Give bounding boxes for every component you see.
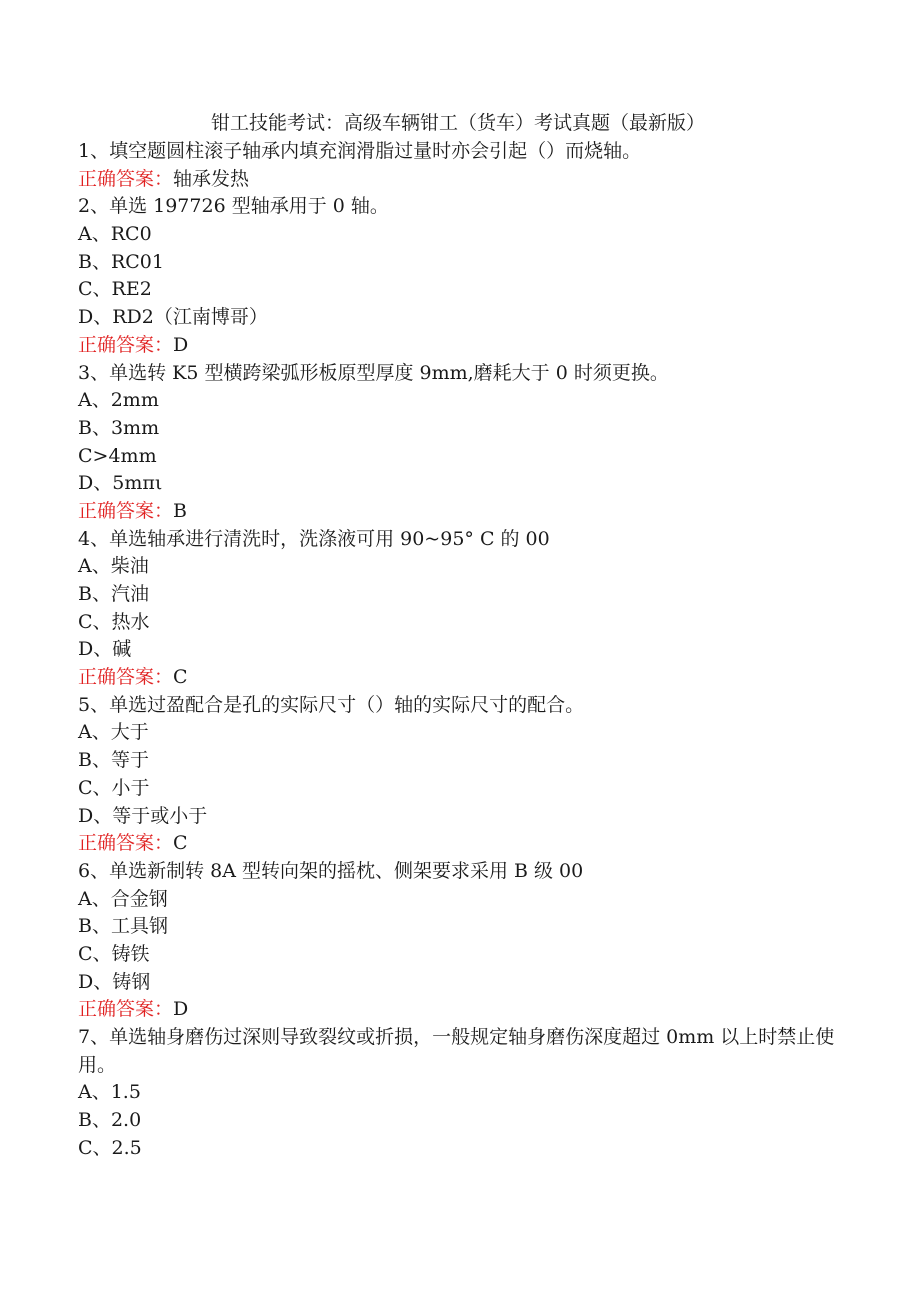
question-2: 2、单选 197726 型轴承用于 0 轴。	[78, 195, 389, 218]
option-6a: A、合金钢	[78, 887, 168, 910]
answer-value: C	[173, 832, 188, 855]
answer-label: 正确答案：	[78, 998, 174, 1021]
question-5: 5、单选过盈配合是孔的实际尺寸（）轴的实际尺寸的配合。	[78, 693, 585, 716]
answer-3	[78, 498, 848, 526]
option-2b: B、RC01	[78, 250, 164, 273]
option-5d: D、等于或小于	[78, 804, 208, 827]
answer-4	[78, 664, 848, 692]
answer-value: B	[173, 499, 187, 522]
answer-6	[78, 996, 848, 1024]
option-6d: D、铸钢	[78, 970, 151, 993]
answer-2	[78, 332, 848, 360]
option-5a: A、大于	[78, 721, 149, 744]
answer-value: D	[173, 998, 189, 1021]
option-4a: A、柴油	[78, 555, 149, 578]
question-1: 1、填空题圆柱滚子轴承内填充润滑脂过量时亦会引起（）而烧轴。	[78, 140, 642, 162]
answer-value: 轴承发热	[173, 167, 250, 190]
answer-label: 正确答案：	[78, 333, 174, 356]
answer-label: 正确答案：	[78, 499, 174, 522]
option-3a: A、2mm	[78, 389, 159, 412]
option-4d: D、碱	[78, 638, 132, 661]
answer-label: 正确答案：	[78, 167, 174, 190]
option-7c: C、2.5	[78, 1136, 142, 1159]
option-3d: D、5mπι	[78, 472, 163, 495]
option-3b: B、3mm	[78, 416, 160, 439]
option-7b: B、2.0	[78, 1109, 142, 1132]
option-4b: B、汽油	[78, 583, 149, 605]
answer-value: C	[173, 666, 188, 689]
option-6b: B、工具钢	[78, 915, 168, 938]
question-4: 4、单选轴承进行清洗时，洗涤液可用 90~95° C 的 00	[78, 527, 550, 550]
option-3c: C>4mm	[78, 444, 157, 467]
option-4c: C、热水	[78, 610, 150, 633]
question-7: 7、单选轴身磨伤过深则导致裂纹或折损，一般规定轴身磨伤深度超过 0mm 以上时禁止使用。	[78, 1026, 835, 1076]
answer-5	[78, 830, 848, 858]
answer-label: 正确答案：	[78, 666, 174, 689]
option-5c: C、小于	[78, 776, 150, 799]
document-page	[78, 108, 848, 1162]
answer-value: D	[173, 333, 189, 356]
question-3: 3、单选转 K5 型横跨梁弧形板原型厚度 9mm,磨耗大于 0 时须更换。	[78, 361, 669, 384]
option-2a: A、RC0	[78, 223, 152, 246]
option-6c: C、铸铁	[78, 942, 150, 965]
question-6: 6、单选新制转 8A 型转向架的摇枕、侧架要求采用 B 级 00	[78, 859, 584, 882]
option-2c: C、RE2	[78, 278, 152, 301]
document-title: 钳工技能考试：高级车辆钳工（货车）考试真题（最新版）	[210, 112, 705, 134]
option-5b: B、等于	[78, 749, 149, 772]
option-2d: D、RD2（江南博哥）	[78, 306, 268, 329]
answer-1	[78, 166, 848, 194]
answer-label: 正确答案：	[78, 832, 174, 855]
option-7a: A、1.5	[78, 1081, 141, 1104]
